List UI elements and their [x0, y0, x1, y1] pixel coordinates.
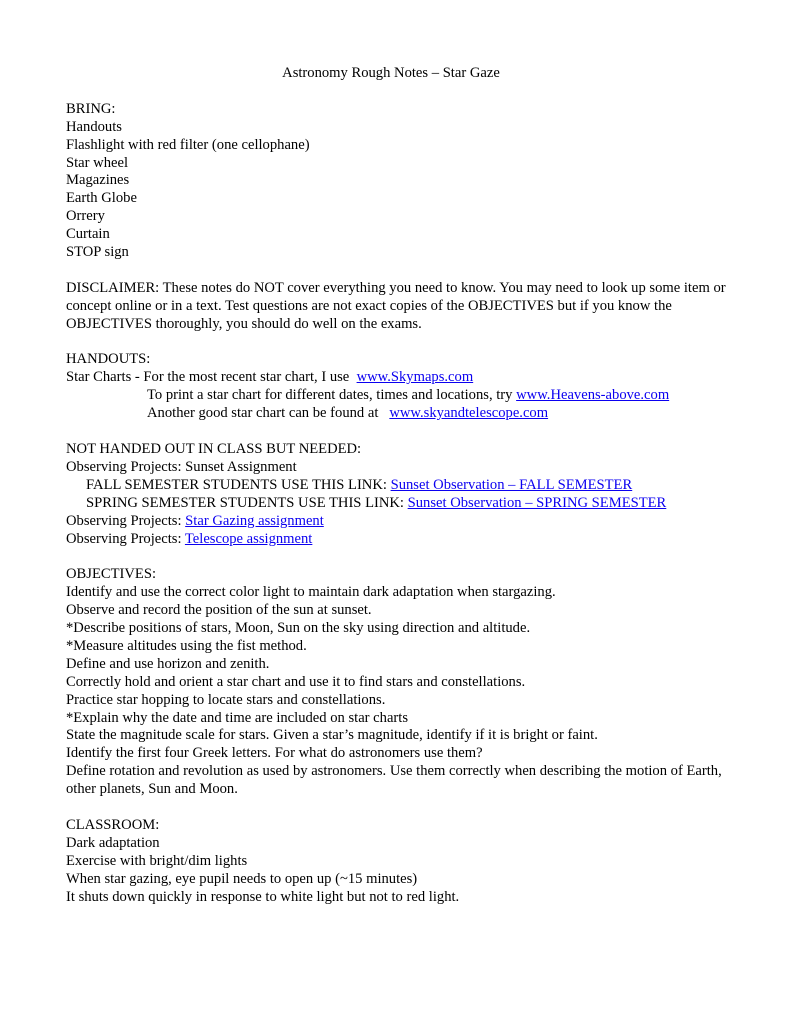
bring-item: Curtain — [66, 226, 110, 243]
handouts-heading: HANDOUTS: — [66, 351, 151, 368]
bring-item: Earth Globe — [66, 190, 137, 207]
classroom-item: Exercise with bright/dim lights — [66, 852, 248, 869]
spacer — [66, 799, 746, 817]
star-gazing-link[interactable]: Star Gazing assignment — [185, 512, 324, 529]
bring-item: Orrery — [66, 208, 105, 225]
spacer — [66, 83, 746, 101]
handout-text: To print a star chart for different dates, times and locations, try — [147, 387, 517, 404]
not-handed-heading: NOT HANDED OUT IN CLASS BUT NEEDED: — [66, 440, 362, 457]
spacer — [66, 548, 746, 566]
sunset-spring-link[interactable]: Sunset Observation – SPRING SEMESTER — [407, 494, 667, 511]
handout-text: Another good star chart can be found at — [147, 405, 390, 422]
objectives-list — [66, 584, 746, 799]
classroom-item: Dark adaptation — [66, 834, 160, 851]
handout-text: Star Charts - For the most recent star chart, I use — [66, 369, 357, 386]
objective-item: Correctly hold and orient a star chart and use it to find stars and constellations. — [66, 673, 526, 690]
objective-item: *Describe positions of stars, Moon, Sun on the sky using direction and altitude. — [66, 620, 531, 637]
spacer — [66, 423, 746, 441]
handout-line — [66, 369, 746, 387]
project-line — [66, 513, 746, 531]
bring-item: Star wheel — [66, 154, 129, 171]
bring-heading: BRING: — [66, 100, 116, 117]
skyandtelescope-link[interactable]: www.skyandtelescope.com — [389, 405, 549, 422]
heavens-above-link[interactable]: www.Heavens-above.com — [516, 387, 670, 404]
skymaps-link[interactable]: www.Skymaps.com — [356, 369, 474, 386]
objective-item: Identify and use the correct color light to maintain dark adaptation when stargazing. — [66, 584, 556, 601]
handout-line — [66, 387, 746, 405]
classroom-item: It shuts down quickly in response to white light but not to red light. — [66, 888, 460, 905]
classroom-list — [66, 835, 746, 907]
disclaimer-paragraph: DISCLAIMER: These notes do NOT cover everything you need to know. You may need to look up some item or concept online or in a text. Test questions are not exact copies of the OBJECTIVES but if you know the OBJECTIVES thoroughly, you should do well on the exams. — [66, 279, 726, 332]
classroom-heading: CLASSROOM: — [66, 816, 160, 833]
bring-item: STOP sign — [66, 244, 129, 261]
bring-list — [66, 119, 746, 262]
objective-item: Identify the first four Greek letters. For what do astronomers use them? — [66, 745, 483, 762]
objective-item: Observe and record the position of the sun at sunset. — [66, 602, 372, 619]
objectives-heading: OBJECTIVES: — [66, 566, 156, 583]
bring-item: Handouts — [66, 118, 122, 135]
project-text: SPRING SEMESTER STUDENTS USE THIS LINK: — [86, 494, 408, 511]
classroom-item: When star gazing, eye pupil needs to open up (~15 minutes) — [66, 870, 418, 887]
page-title: Astronomy Rough Notes – Star Gaze — [282, 65, 500, 81]
telescope-link[interactable]: Telescope assignment — [184, 530, 313, 547]
spacer — [66, 262, 746, 280]
sunset-fall-link[interactable]: Sunset Observation – FALL SEMESTER — [390, 476, 633, 493]
bring-item: Flashlight with red filter (one cellophane) — [66, 136, 310, 153]
project-text: Observing Projects: — [66, 512, 186, 529]
project-line — [66, 531, 746, 549]
project-text: Observing Projects: — [66, 530, 185, 547]
spacer — [66, 334, 746, 352]
objective-item: *Explain why the date and time are included on star charts — [66, 709, 409, 726]
project-line: Observing Projects: Sunset Assignment — [66, 458, 297, 475]
handout-line — [66, 405, 746, 423]
project-line — [66, 495, 746, 513]
objective-item: *Measure altitudes using the fist method. — [66, 637, 307, 654]
objective-item: Define and use horizon and zenith. — [66, 655, 270, 672]
notes-body — [66, 65, 746, 907]
bring-item: Magazines — [66, 172, 130, 189]
project-line — [66, 477, 746, 495]
objective-item: State the magnitude scale for stars. Given a star’s magnitude, identify if it is bright or faint. — [66, 727, 598, 744]
objective-item: Define rotation and revolution as used by astronomers. Use them correctly when describing the motion of Earth, other planets, Sun and Moon. — [66, 763, 722, 798]
objective-item: Practice star hopping to locate stars and constellations. — [66, 691, 386, 708]
project-text: FALL SEMESTER STUDENTS USE THIS LINK: — [86, 476, 391, 493]
